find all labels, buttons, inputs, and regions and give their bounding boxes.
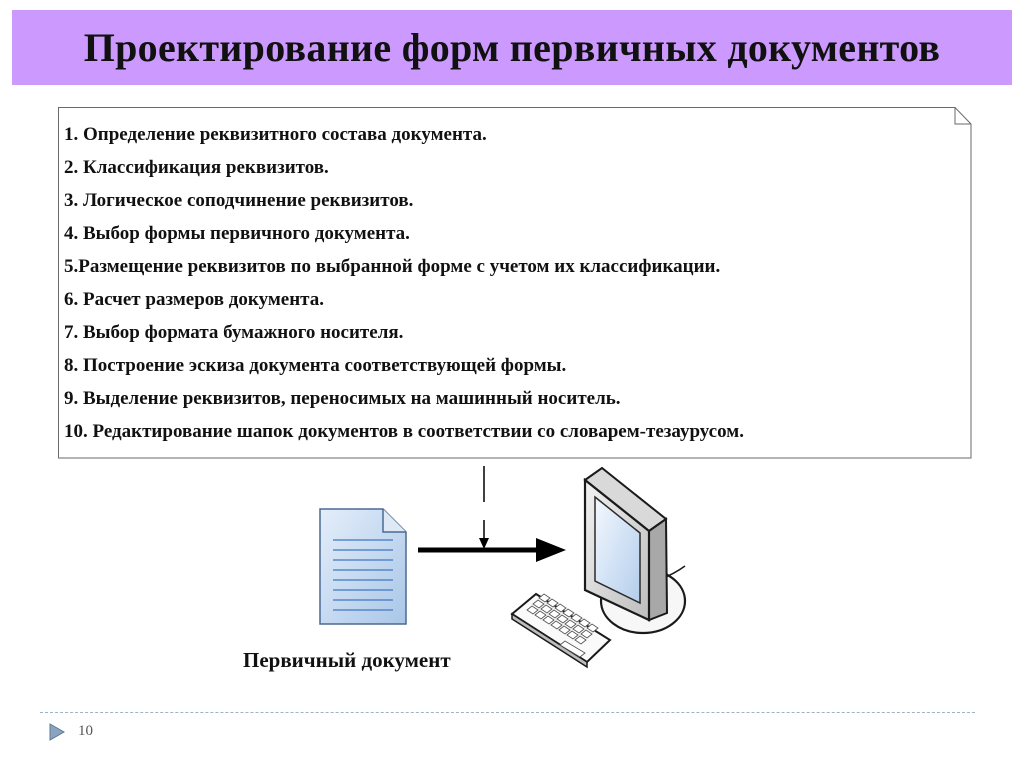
document-label: Первичный документ — [243, 648, 451, 672]
step-item: 3. Логическое соподчинение реквизитов. — [64, 190, 414, 211]
step-item: 2. Классификация реквизитов. — [64, 157, 329, 178]
step-item: 1. Определение реквизитного состава документа. — [64, 124, 487, 145]
arrow-right-icon — [418, 538, 566, 562]
step-item: 4. Выбор формы первичного документа. — [64, 223, 410, 244]
step-item: 7. Выбор формата бумажного носителя. — [64, 322, 404, 343]
arrow-down-icon — [479, 466, 489, 549]
step-item: 6. Расчет размеров документа. — [64, 289, 324, 310]
step-item: 5.Размещение реквизитов по выбранной форме с учетом их классификации. — [64, 256, 721, 277]
step-item: 8. Построение эскиза документа соответствующей формы. — [64, 355, 567, 376]
slide-title: Проектирование форм первичных документов — [83, 25, 941, 70]
step-item: 10. Редактирование шапок документов в соответствии со словарем-тезаурусом. — [64, 421, 744, 442]
step-item: 9. Выделение реквизитов, переносимых на машинный носитель. — [64, 388, 621, 409]
computer-monitor-icon — [585, 468, 685, 633]
keyboard-icon — [512, 594, 610, 667]
footer-divider — [40, 712, 975, 713]
triangle-right-icon — [48, 722, 66, 742]
document-icon — [320, 509, 406, 624]
page-number: 10 — [78, 723, 93, 739]
